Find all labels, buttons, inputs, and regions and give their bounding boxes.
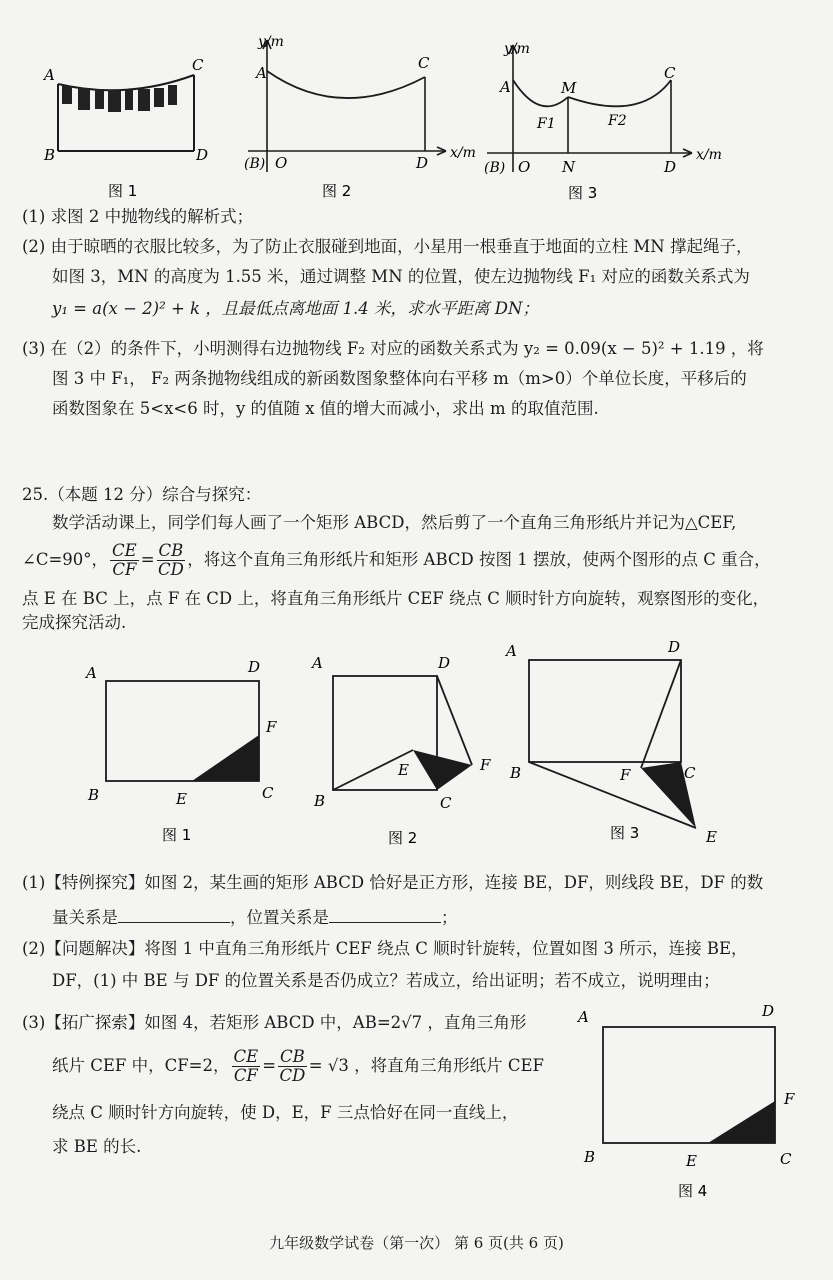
q25-title: 25.（本题 12 分）综合与探究：	[22, 485, 262, 504]
figure-2-triangle	[413, 750, 472, 790]
page-footer: 九年级数学试卷（第一次） 第 6 页(共 6 页)	[269, 1234, 564, 1252]
figure-3-rectangle	[529, 660, 696, 828]
fraction-ce-cf-2	[232, 1048, 261, 1085]
f4-F: F	[784, 1090, 795, 1108]
fig3-caption: 图 3	[568, 184, 598, 202]
sub3-sqrt3-text: = √3 ，将直角三角形纸片 CEF	[308, 1056, 544, 1075]
fig3-label-N: N	[562, 158, 576, 176]
f2-C: C	[440, 794, 452, 812]
figure-4-triangle	[708, 1101, 775, 1143]
q25-intro-line4: 完成探究活动.	[22, 613, 127, 632]
fig2-label-C: C	[418, 54, 430, 72]
f4-E: E	[686, 1152, 697, 1170]
fig2-label-A: A	[256, 64, 267, 82]
q24-part2-line3: y₁ = a(x − 2)² + k ，且最低点离地面 1.4 米，求水平距离 DN；	[52, 299, 539, 318]
q24-part2-line2: 如图 3，MN 的高度为 1.55 米，通过调整 MN 的位置，使左边抛物线 F₁ 对应的函数关系式为	[52, 267, 750, 286]
fig2-x-axis: x/m	[450, 145, 476, 161]
sub1-quantity-label: 量关系是	[52, 908, 118, 927]
f1-E: E	[176, 790, 187, 808]
angle-text: ∠C=90°，	[22, 550, 109, 569]
fig1-caption: 图 1	[108, 182, 138, 200]
fig3-label-M: M	[561, 79, 577, 97]
fig3-label-D: D	[664, 158, 677, 176]
clothes-icon	[62, 85, 177, 112]
q25-sub2-line2: DF，(1) 中 BE 与 DF 的位置关系是否仍成立？若成立，给出证明；若不成立，说明理由；	[52, 971, 720, 990]
rotation-figures	[0, 640, 833, 860]
q25-sub2-line1: (2)【问题解决】将图 1 中直角三角形纸片 CEF 绕点 C 顺时针旋转，位置如图 3 所示，连接 BE，	[22, 939, 748, 958]
f3-B: B	[510, 764, 522, 782]
fig2-y-axis: y/m	[258, 34, 284, 50]
fig3-caption-2: 图 3	[610, 824, 640, 842]
fig3-label-F2: F2	[608, 113, 627, 129]
equals-sign: =	[140, 550, 155, 569]
fig1-label-B: B	[44, 146, 56, 164]
fig3-label-A: A	[500, 78, 511, 96]
fig1-caption-2: 图 1	[162, 826, 192, 844]
top-figures	[0, 0, 833, 210]
fig3-label-F1: F1	[537, 116, 556, 132]
fraction-denominator: CD	[279, 1065, 306, 1085]
fraction-numerator: CB	[280, 1046, 305, 1066]
f1-F: F	[266, 718, 277, 736]
fraction-cb-cd	[157, 542, 186, 579]
figure-2-parabola	[248, 40, 446, 172]
fraction-numerator: CB	[158, 540, 184, 560]
fig2-label-B: (B)	[244, 156, 266, 172]
f1-A: A	[86, 664, 97, 682]
q24-part3-line2: 图 3 中 F₁， F₂ 两条抛物线组成的新函数图象整体向右平移 m（m>0）个单位长度，平移后的	[52, 369, 747, 388]
f3-E: E	[706, 828, 717, 846]
q25-intro-line1: 数学活动课上，同学们每人画了一个矩形 ABCD，然后剪了一个直角三角形纸片并记为△CEF,	[52, 513, 737, 532]
figure-1-triangle	[192, 735, 259, 781]
fig2-caption-2: 图 2	[388, 829, 418, 847]
q24-part3-line1: (3) 在（2）的条件下，小明测得右边抛物线 F₂ 对应的函数关系式为 y₂ = 0.09(x − 5)² + 1.19 ，将	[22, 339, 764, 358]
f1-B: B	[88, 786, 100, 804]
f4-A: A	[578, 1008, 589, 1026]
fraction-denominator: CF	[112, 559, 137, 579]
q25-sub1-line2	[52, 906, 458, 929]
fig3-label-O: O	[518, 158, 531, 176]
fraction-numerator: CE	[112, 540, 137, 560]
sub3-cf-text: 纸片 CEF 中，CF=2，	[52, 1056, 230, 1075]
fig2-label-O: O	[275, 154, 288, 172]
intro-line2-rest: ，将这个直角三角形纸片和矩形 ABCD 按图 1 摆放，使两个图形的点 C 重合，	[187, 550, 771, 569]
fig3-x-axis: x/m	[696, 147, 722, 163]
f1-C: C	[262, 784, 274, 802]
fraction-denominator: CD	[157, 559, 184, 579]
q24-part3-line3: 函数图象在 5<x<6 时，y 的值随 x 值的增大而减小，求出 m 的取值范围.	[52, 399, 599, 418]
f4-B: B	[584, 1148, 596, 1166]
f2-A: A	[312, 654, 323, 672]
q24-part2-line1: (2) 由于晾晒的衣服比较多，为了防止衣服碰到地面，小星用一根垂直于地面的立柱 MN 撑起绳子，	[22, 237, 753, 256]
figure-3-parabolas	[487, 45, 692, 172]
fig1-label-D: D	[196, 146, 209, 164]
fraction-denominator: CF	[233, 1065, 258, 1085]
fraction-cb-cd-2	[278, 1048, 307, 1085]
f3-A: A	[506, 642, 517, 660]
figure-4	[570, 996, 810, 1206]
sub1-position-label: ，位置关系是	[230, 908, 329, 927]
fig2-caption: 图 2	[322, 182, 352, 200]
f2-F: F	[480, 756, 491, 774]
q25-sub3-line4: 求 BE 的长.	[52, 1137, 142, 1156]
fig3-label-B: (B)	[484, 160, 506, 176]
f3-D: D	[668, 640, 681, 656]
answer-blank-quantity[interactable]	[118, 906, 230, 923]
f1-D: D	[248, 658, 261, 676]
fig2-label-D: D	[416, 154, 429, 172]
f4-D: D	[762, 1002, 775, 1020]
f4-C: C	[780, 1150, 792, 1168]
q25-sub1-line1: (1)【特例探究】如图 2，某生画的矩形 ABCD 恰好是正方形，连接 BE，DF，则线段 BE，DF 的数	[22, 873, 764, 892]
f3-F: F	[620, 766, 631, 784]
fig1-label-A: A	[44, 66, 55, 84]
sub1-end: ；	[441, 908, 458, 927]
answer-blank-position[interactable]	[329, 906, 441, 923]
fig4-caption: 图 4	[678, 1182, 708, 1200]
q25-sub3-line1: (3)【拓广探索】如图 4，若矩形 ABCD 中，AB=2√7 ，直角三角形	[22, 1013, 527, 1032]
q24-part1: (1) 求图 2 中抛物线的解析式；	[22, 207, 254, 226]
q25-intro-line2	[22, 540, 771, 580]
f3-C: C	[684, 764, 696, 782]
fig1-label-C: C	[192, 56, 204, 74]
f2-E: E	[398, 761, 409, 779]
fraction-numerator: CE	[233, 1046, 259, 1066]
fraction-ce-cf	[110, 542, 139, 579]
equals-sign-2: =	[262, 1056, 277, 1075]
fig3-label-C: C	[664, 64, 676, 82]
f2-D: D	[438, 654, 451, 672]
q25-intro-line3: 点 E 在 BC 上，点 F 在 CD 上，将直角三角形纸片 CEF 绕点 C 顺时针方向旋转，观察图形的变化，	[22, 589, 770, 608]
f2-B: B	[314, 792, 326, 810]
fig3-y-axis: y/m	[504, 41, 530, 57]
q25-sub3-line2	[52, 1044, 544, 1088]
q25-sub3-line3: 绕点 C 顺时针方向旋转，使 D，E，F 三点恰好在同一直线上，	[52, 1103, 519, 1122]
